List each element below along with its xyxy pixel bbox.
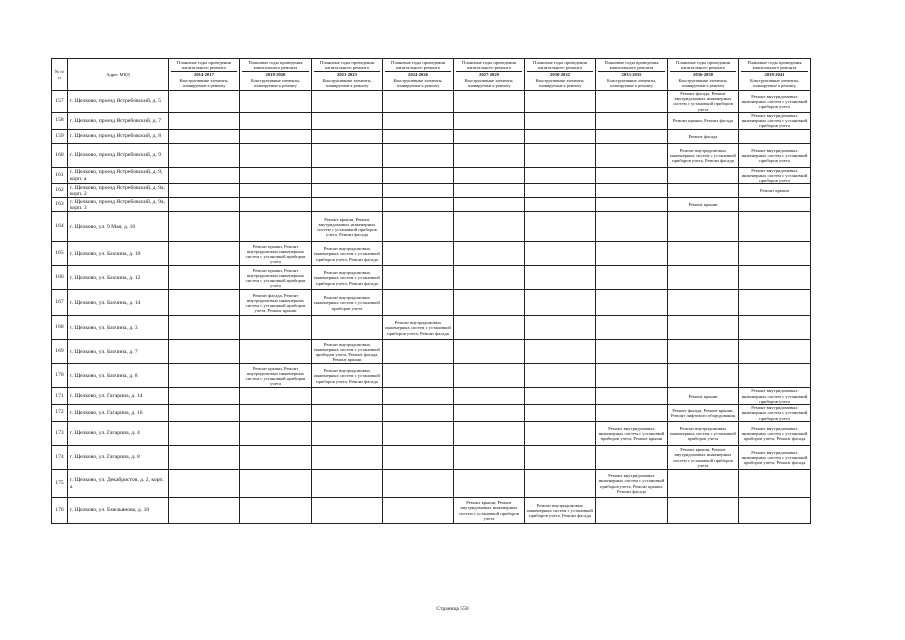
repair-cell [169, 446, 240, 470]
repair-cell [739, 242, 811, 266]
repair-cell [312, 498, 383, 524]
row-address: г. Щелково, проезд Ястребовский, д. 8 [68, 129, 169, 143]
repair-cell [312, 470, 383, 498]
row-address: г. Щелково, ул. Бахчина, д. 7 [68, 340, 169, 364]
table-row [52, 266, 811, 290]
repair-cell [739, 266, 811, 290]
repair-cell [312, 91, 383, 113]
column-header-period [668, 59, 739, 91]
repair-cell [454, 364, 525, 388]
repair-cell [525, 388, 596, 405]
repair-cell [169, 143, 240, 167]
table-row [52, 405, 811, 422]
row-number: 160 [52, 143, 68, 167]
repair-cell [596, 184, 668, 198]
period-subtitle: Конструктивные элементы, планируемые к ремонту [322, 77, 372, 89]
period-years: 2030-2032 [550, 72, 570, 78]
repair-cell: Ремонт внутридомовых инженерных систем с установкой приборов учета, Ремонт фасада [525, 498, 596, 524]
repair-cell: Ремонт внутридомовых инженерных систем с установкой приборов учета [739, 143, 811, 167]
column-header-period [739, 59, 811, 91]
repair-cell [454, 184, 525, 198]
period-years: 2039-2041 [764, 72, 785, 78]
repair-cell [525, 290, 596, 316]
repair-cell [454, 112, 525, 129]
table-row [52, 143, 811, 167]
repair-cell [596, 91, 668, 113]
repair-cell [668, 498, 739, 524]
repair-cell: Ремонт внутридомовых инженерных систем с установкой приборов учета, Ремонт фасада [668, 143, 739, 167]
period-subtitle: Конструктивные элементы, планируемые к ремонту [607, 77, 656, 89]
repair-cell [169, 422, 240, 446]
table-row [52, 112, 811, 129]
repair-cell [596, 405, 668, 422]
repair-cell [454, 340, 525, 364]
row-number: 171 [52, 388, 68, 405]
repair-cell [169, 405, 240, 422]
repair-cell [596, 129, 668, 143]
table-row [52, 290, 811, 316]
repair-cell [525, 143, 596, 167]
repair-cell [454, 446, 525, 470]
repair-cell: Ремонт внутридомовых инженерных систем с установкой приборов учета, Ремонт фасада [312, 266, 383, 290]
table-row [52, 470, 811, 498]
row-number: 159 [52, 129, 68, 143]
repair-cell [169, 167, 240, 184]
column-header-period [383, 59, 454, 91]
capital-repair-table [51, 58, 811, 524]
table-row [52, 388, 811, 405]
row-address: г. Щелково, ул. Бахчина, д. 8 [68, 364, 169, 388]
repair-cell [383, 364, 454, 388]
period-subtitle: Конструктивные элементы, планируемые к ремонту [750, 77, 799, 89]
repair-cell [668, 266, 739, 290]
row-address: г. Щелково, ул. Бахчина, д. 3 [68, 316, 169, 340]
period-caption: Плановые годы проведения капитального ремонта [385, 60, 451, 72]
repair-cell [454, 266, 525, 290]
repair-cell: Ремонт крыши, Ремонт внутридомовых инженерных систем с установкой приборов учета [668, 446, 739, 470]
row-number: 157 [52, 91, 68, 113]
repair-cell [596, 446, 668, 470]
period-caption: Плановые годы проведения капитального ремонта [171, 60, 237, 72]
period-subtitle: Конструктивные элементы, планируемые к ремонту [179, 77, 229, 89]
repair-cell [312, 422, 383, 446]
repair-cell [668, 212, 739, 242]
repair-cell [383, 167, 454, 184]
row-number: 166 [52, 266, 68, 290]
repair-cell [240, 470, 312, 498]
row-number: 167 [52, 290, 68, 316]
repair-cell [383, 184, 454, 198]
repair-cell [383, 388, 454, 405]
row-address: г. Щелково, ул. Декабристов, д. 2, корп. а [68, 470, 169, 498]
period-years: 2018-2020 [265, 72, 286, 78]
repair-cell [454, 316, 525, 340]
repair-cell [525, 91, 596, 113]
repair-cell [525, 184, 596, 198]
row-number: 158 [52, 112, 68, 129]
repair-cell [169, 112, 240, 129]
repair-cell [596, 198, 668, 212]
repair-cell [312, 184, 383, 198]
page-number: Страница 550 [436, 606, 469, 612]
repair-cell: Ремонт внутридомовых инженерных систем с установкой приборов учета [739, 91, 811, 113]
repair-cell: Ремонт фасада, Ремонт внутридомовых инженерных систем с установкой приборов учета [668, 91, 739, 113]
repair-cell [240, 340, 312, 364]
repair-cell [525, 422, 596, 446]
repair-cell [312, 112, 383, 129]
row-number: 164 [52, 212, 68, 242]
row-number: 163 [52, 198, 68, 212]
row-address: г. Щелково, ул. 9 Мая, д. 10 [68, 212, 169, 242]
repair-cell [383, 129, 454, 143]
row-address: г. Щелково, ул. Гагарина, д. 8 [68, 446, 169, 470]
repair-cell: Ремонт крыши [668, 198, 739, 212]
period-subtitle: Конструктивные элементы, планируемые к ремонту [464, 77, 514, 89]
repair-cell [240, 422, 312, 446]
table-row [52, 446, 811, 470]
repair-cell [240, 129, 312, 143]
table-row [52, 184, 811, 198]
row-number: 172 [52, 405, 68, 422]
row-number: 168 [52, 316, 68, 340]
repair-cell: Ремонт внутридомовых инженерных систем с установкой приборов учета [739, 388, 811, 405]
table-row [52, 167, 811, 184]
repair-cell [240, 198, 312, 212]
repair-cell [596, 364, 668, 388]
row-number: 169 [52, 340, 68, 364]
row-number: 176 [52, 498, 68, 524]
period-subtitle: Конструктивные элементы, планируемые к ремонту [393, 77, 443, 89]
period-caption: Плановые годы проведения капитального ремонта [741, 60, 808, 72]
row-number: 165 [52, 242, 68, 266]
row-number: 170 [52, 364, 68, 388]
repair-cell [169, 91, 240, 113]
repair-cell [312, 167, 383, 184]
repair-cell [739, 470, 811, 498]
period-years: 2033-2035 [621, 72, 642, 78]
repair-cell [525, 242, 596, 266]
row-address: г. Щелково, ул. Гагарина, д. 14 [68, 388, 169, 405]
repair-cell: Ремонт внутридомовых инженерных систем с установкой приборов учета, Ремонт крыши, Ремонт фасада [596, 470, 668, 498]
repair-cell: Ремонт крыши, Ремонт внутридомовых инженерных систем с установкой приборов учета [240, 364, 312, 388]
repair-cell [240, 212, 312, 242]
repair-cell [312, 129, 383, 143]
repair-cell [169, 129, 240, 143]
period-caption: Плановые годы проведения капитального ремонта [527, 60, 593, 72]
repair-cell [240, 184, 312, 198]
period-subtitle: Конструктивные элементы, планируемые к ремонту [535, 77, 585, 89]
repair-cell: Ремонт внутридомовых инженерных систем с установкой приборов учета, Ремонт фасада [739, 422, 811, 446]
table-row [52, 242, 811, 266]
row-number: 174 [52, 446, 68, 470]
repair-cell: Ремонт крыши, Ремонт внутридомовых инженерных систем с установкой приборов учета, Ремонт фасада [312, 212, 383, 242]
repair-cell [312, 388, 383, 405]
column-header-address: Адрес МКД [68, 59, 169, 91]
row-address: г. Щелково, ул. Бахчина, д. 12 [68, 266, 169, 290]
repair-cell [169, 198, 240, 212]
repair-cell [596, 340, 668, 364]
period-caption: Плановые годы проведения капитального ремонта [242, 60, 309, 72]
repair-cell [739, 129, 811, 143]
repair-cell: Ремонт фасада, Ремонт крыши, Ремонт лифтового оборудования [668, 405, 739, 422]
repair-cell: Ремонт внутридомовых инженерных систем с установкой приборов учета [739, 112, 811, 129]
period-caption: Плановые годы проведения капитального ремонта [456, 60, 522, 72]
repair-cell [668, 340, 739, 364]
repair-cell [668, 316, 739, 340]
repair-cell [596, 112, 668, 129]
repair-cell [383, 242, 454, 266]
repair-cell [312, 446, 383, 470]
repair-cell [169, 290, 240, 316]
column-header-period [240, 59, 312, 91]
repair-cell [454, 143, 525, 167]
repair-cell: Ремонт крыши, Ремонт внутридомовых инженерных систем с установкой приборов учета [454, 498, 525, 524]
repair-cell [525, 266, 596, 290]
repair-cell: Ремонт крыши, Ремонт фасада [668, 112, 739, 129]
repair-cell [596, 498, 668, 524]
period-years: 2036-2038 [693, 72, 713, 78]
repair-cell [240, 405, 312, 422]
repair-cell [169, 212, 240, 242]
row-number: 161 [52, 167, 68, 184]
row-number: 175 [52, 470, 68, 498]
repair-cell [240, 316, 312, 340]
column-header-period [596, 59, 668, 91]
row-number: 173 [52, 422, 68, 446]
repair-cell [739, 198, 811, 212]
table-row [52, 91, 811, 113]
row-address: г. Щелково, проезд Ястребовский, д. 9, корп. а [68, 167, 169, 184]
repair-cell [169, 498, 240, 524]
row-address: г. Щелково, ул. Гагарина, д. 4 [68, 422, 169, 446]
repair-cell [668, 167, 739, 184]
repair-cell: Ремонт внутридомовых инженерных систем с установкой приборов учета [668, 422, 739, 446]
period-caption: Плановые годы проведения капитального ремонта [314, 60, 380, 72]
repair-cell [169, 340, 240, 364]
repair-cell [454, 212, 525, 242]
repair-cell: Ремонт крыши [668, 388, 739, 405]
repair-cell [454, 290, 525, 316]
period-years: 2024-2026 [408, 72, 428, 78]
repair-cell [240, 446, 312, 470]
table-row [52, 316, 811, 340]
period-subtitle: Конструктивные элементы, планируемые к ремонту [678, 77, 728, 89]
repair-cell [454, 167, 525, 184]
column-header-period [312, 59, 383, 91]
repair-cell [525, 212, 596, 242]
repair-cell: Ремонт фасада [668, 129, 739, 143]
repair-cell [169, 316, 240, 340]
period-years: 2014-2017 [194, 72, 214, 78]
table-row [52, 422, 811, 446]
period-years: 2027-2029 [479, 72, 499, 78]
repair-cell [169, 184, 240, 198]
repair-cell [525, 340, 596, 364]
repair-cell [668, 470, 739, 498]
repair-cell [169, 266, 240, 290]
repair-cell [596, 388, 668, 405]
repair-cell [739, 290, 811, 316]
repair-cell [454, 388, 525, 405]
repair-cell [454, 129, 525, 143]
repair-cell [312, 143, 383, 167]
repair-cell: Ремонт внутридомовых инженерных систем с установкой приборов учета, Ремонт фасада [739, 446, 811, 470]
repair-cell: Ремонт внутридомовых инженерных систем с установкой приборов учета, Ремонт фасада [312, 364, 383, 388]
repair-cell [312, 198, 383, 212]
repair-cell [525, 405, 596, 422]
repair-cell [739, 364, 811, 388]
repair-cell [668, 242, 739, 266]
repair-cell [454, 91, 525, 113]
repair-cell [668, 290, 739, 316]
repair-cell [240, 112, 312, 129]
table-row [52, 212, 811, 242]
repair-cell [169, 470, 240, 498]
repair-cell [525, 316, 596, 340]
repair-cell [383, 422, 454, 446]
repair-cell [383, 266, 454, 290]
table-row [52, 198, 811, 212]
repair-cell [454, 422, 525, 446]
repair-cell [525, 470, 596, 498]
repair-cell [383, 405, 454, 422]
repair-cell [668, 184, 739, 198]
row-address: г. Щелково, ул. Бахчина, д. 14 [68, 290, 169, 316]
repair-cell [525, 198, 596, 212]
column-header-number: № п/п [52, 59, 68, 91]
repair-cell [383, 212, 454, 242]
repair-cell [383, 446, 454, 470]
repair-cell [240, 498, 312, 524]
repair-cell [240, 91, 312, 113]
repair-cell [596, 290, 668, 316]
repair-cell [169, 364, 240, 388]
table-body [52, 91, 811, 524]
repair-cell: Ремонт внутридомовых инженерных систем с установкой приборов учета [312, 290, 383, 316]
repair-cell [525, 446, 596, 470]
repair-cell [169, 388, 240, 405]
row-address: г. Щелково, проезд Ястребовский, д. 5 [68, 91, 169, 113]
table-header-row [52, 59, 811, 91]
repair-cell: Ремонт внутридомовых инженерных систем с установкой приборов учета, Ремонт фасада [312, 242, 383, 266]
repair-cell [668, 364, 739, 388]
table-row [52, 129, 811, 143]
row-address: г. Щелково, проезд Ястребовский, д. 9а, корп. 2 [68, 184, 169, 198]
column-header-period [454, 59, 525, 91]
row-number: 162 [52, 184, 68, 198]
repair-cell: Ремонт внутридомовых инженерных систем с установкой приборов учета, Ремонт крыши [596, 422, 668, 446]
repair-cell [240, 167, 312, 184]
column-header-period [169, 59, 240, 91]
repair-cell [383, 290, 454, 316]
repair-cell [596, 242, 668, 266]
column-header-period [525, 59, 596, 91]
table-row [52, 340, 811, 364]
repair-cell [596, 212, 668, 242]
repair-cell [739, 340, 811, 364]
repair-cell [240, 143, 312, 167]
repair-cell [739, 316, 811, 340]
row-address: г. Щелково, проезд Ястребовский, д. 9 [68, 143, 169, 167]
repair-cell [525, 167, 596, 184]
repair-cell [596, 143, 668, 167]
row-address: г. Щелково, ул. Емельянова, д. 10 [68, 498, 169, 524]
repair-cell [312, 405, 383, 422]
repair-cell [596, 316, 668, 340]
repair-cell [525, 129, 596, 143]
repair-cell: Ремонт крыши, Ремонт внутридомовых инженерных систем с установкой приборов учета [240, 266, 312, 290]
repair-cell [383, 112, 454, 129]
repair-cell: Ремонт внутридомовых инженерных систем с установкой приборов учета [739, 167, 811, 184]
repair-cell: Ремонт крыши, Ремонт внутридомовых инженерных систем с установкой приборов учета [240, 242, 312, 266]
repair-cell [739, 212, 811, 242]
repair-cell: Ремонт внутридомовых инженерных систем с установкой приборов учета, Ремонт фасада [383, 316, 454, 340]
repair-cell [312, 316, 383, 340]
period-caption: Плановые годы проведения капитального ремонта [670, 60, 736, 72]
row-address: г. Щелково, проезд Ястребовский, д. 9а, корп. 3 [68, 198, 169, 212]
repair-cell [169, 242, 240, 266]
table-row [52, 364, 811, 388]
period-subtitle: Конструктивные элементы, планируемые к ремонту [251, 77, 300, 89]
repair-cell [383, 143, 454, 167]
repair-cell: Ремонт внутридомовых инженерных систем с установкой приборов учета [739, 405, 811, 422]
period-years: 2021-2023 [337, 72, 357, 78]
repair-cell [383, 340, 454, 364]
repair-cell: Ремонт крыши [739, 184, 811, 198]
repair-cell [739, 498, 811, 524]
period-caption: Плановые годы проведения капитального ремонта [598, 60, 665, 72]
repair-cell [240, 388, 312, 405]
repair-cell: Ремонт фасада, Ремонт внутридомовых инженерных систем с установкой приборов учета, Ремонт крыши [240, 290, 312, 316]
repair-cell [383, 198, 454, 212]
repair-cell [596, 167, 668, 184]
repair-cell [525, 364, 596, 388]
row-address: г. Щелково, ул. Бахчина, д. 10 [68, 242, 169, 266]
repair-cell [383, 498, 454, 524]
table-row [52, 498, 811, 524]
repair-cell [383, 470, 454, 498]
repair-cell [596, 266, 668, 290]
row-address: г. Щелково, ул. Гагарина, д. 16 [68, 405, 169, 422]
repair-cell [454, 405, 525, 422]
repair-cell [525, 112, 596, 129]
repair-cell: Ремонт внутридомовых инженерных систем с установкой приборов учета, Ремонт фасада, Ремонт крыши [312, 340, 383, 364]
row-address: г. Щелково, проезд Ястребовский, д. 7 [68, 112, 169, 129]
repair-cell [454, 470, 525, 498]
repair-cell [383, 91, 454, 113]
repair-cell [454, 198, 525, 212]
repair-cell [454, 242, 525, 266]
